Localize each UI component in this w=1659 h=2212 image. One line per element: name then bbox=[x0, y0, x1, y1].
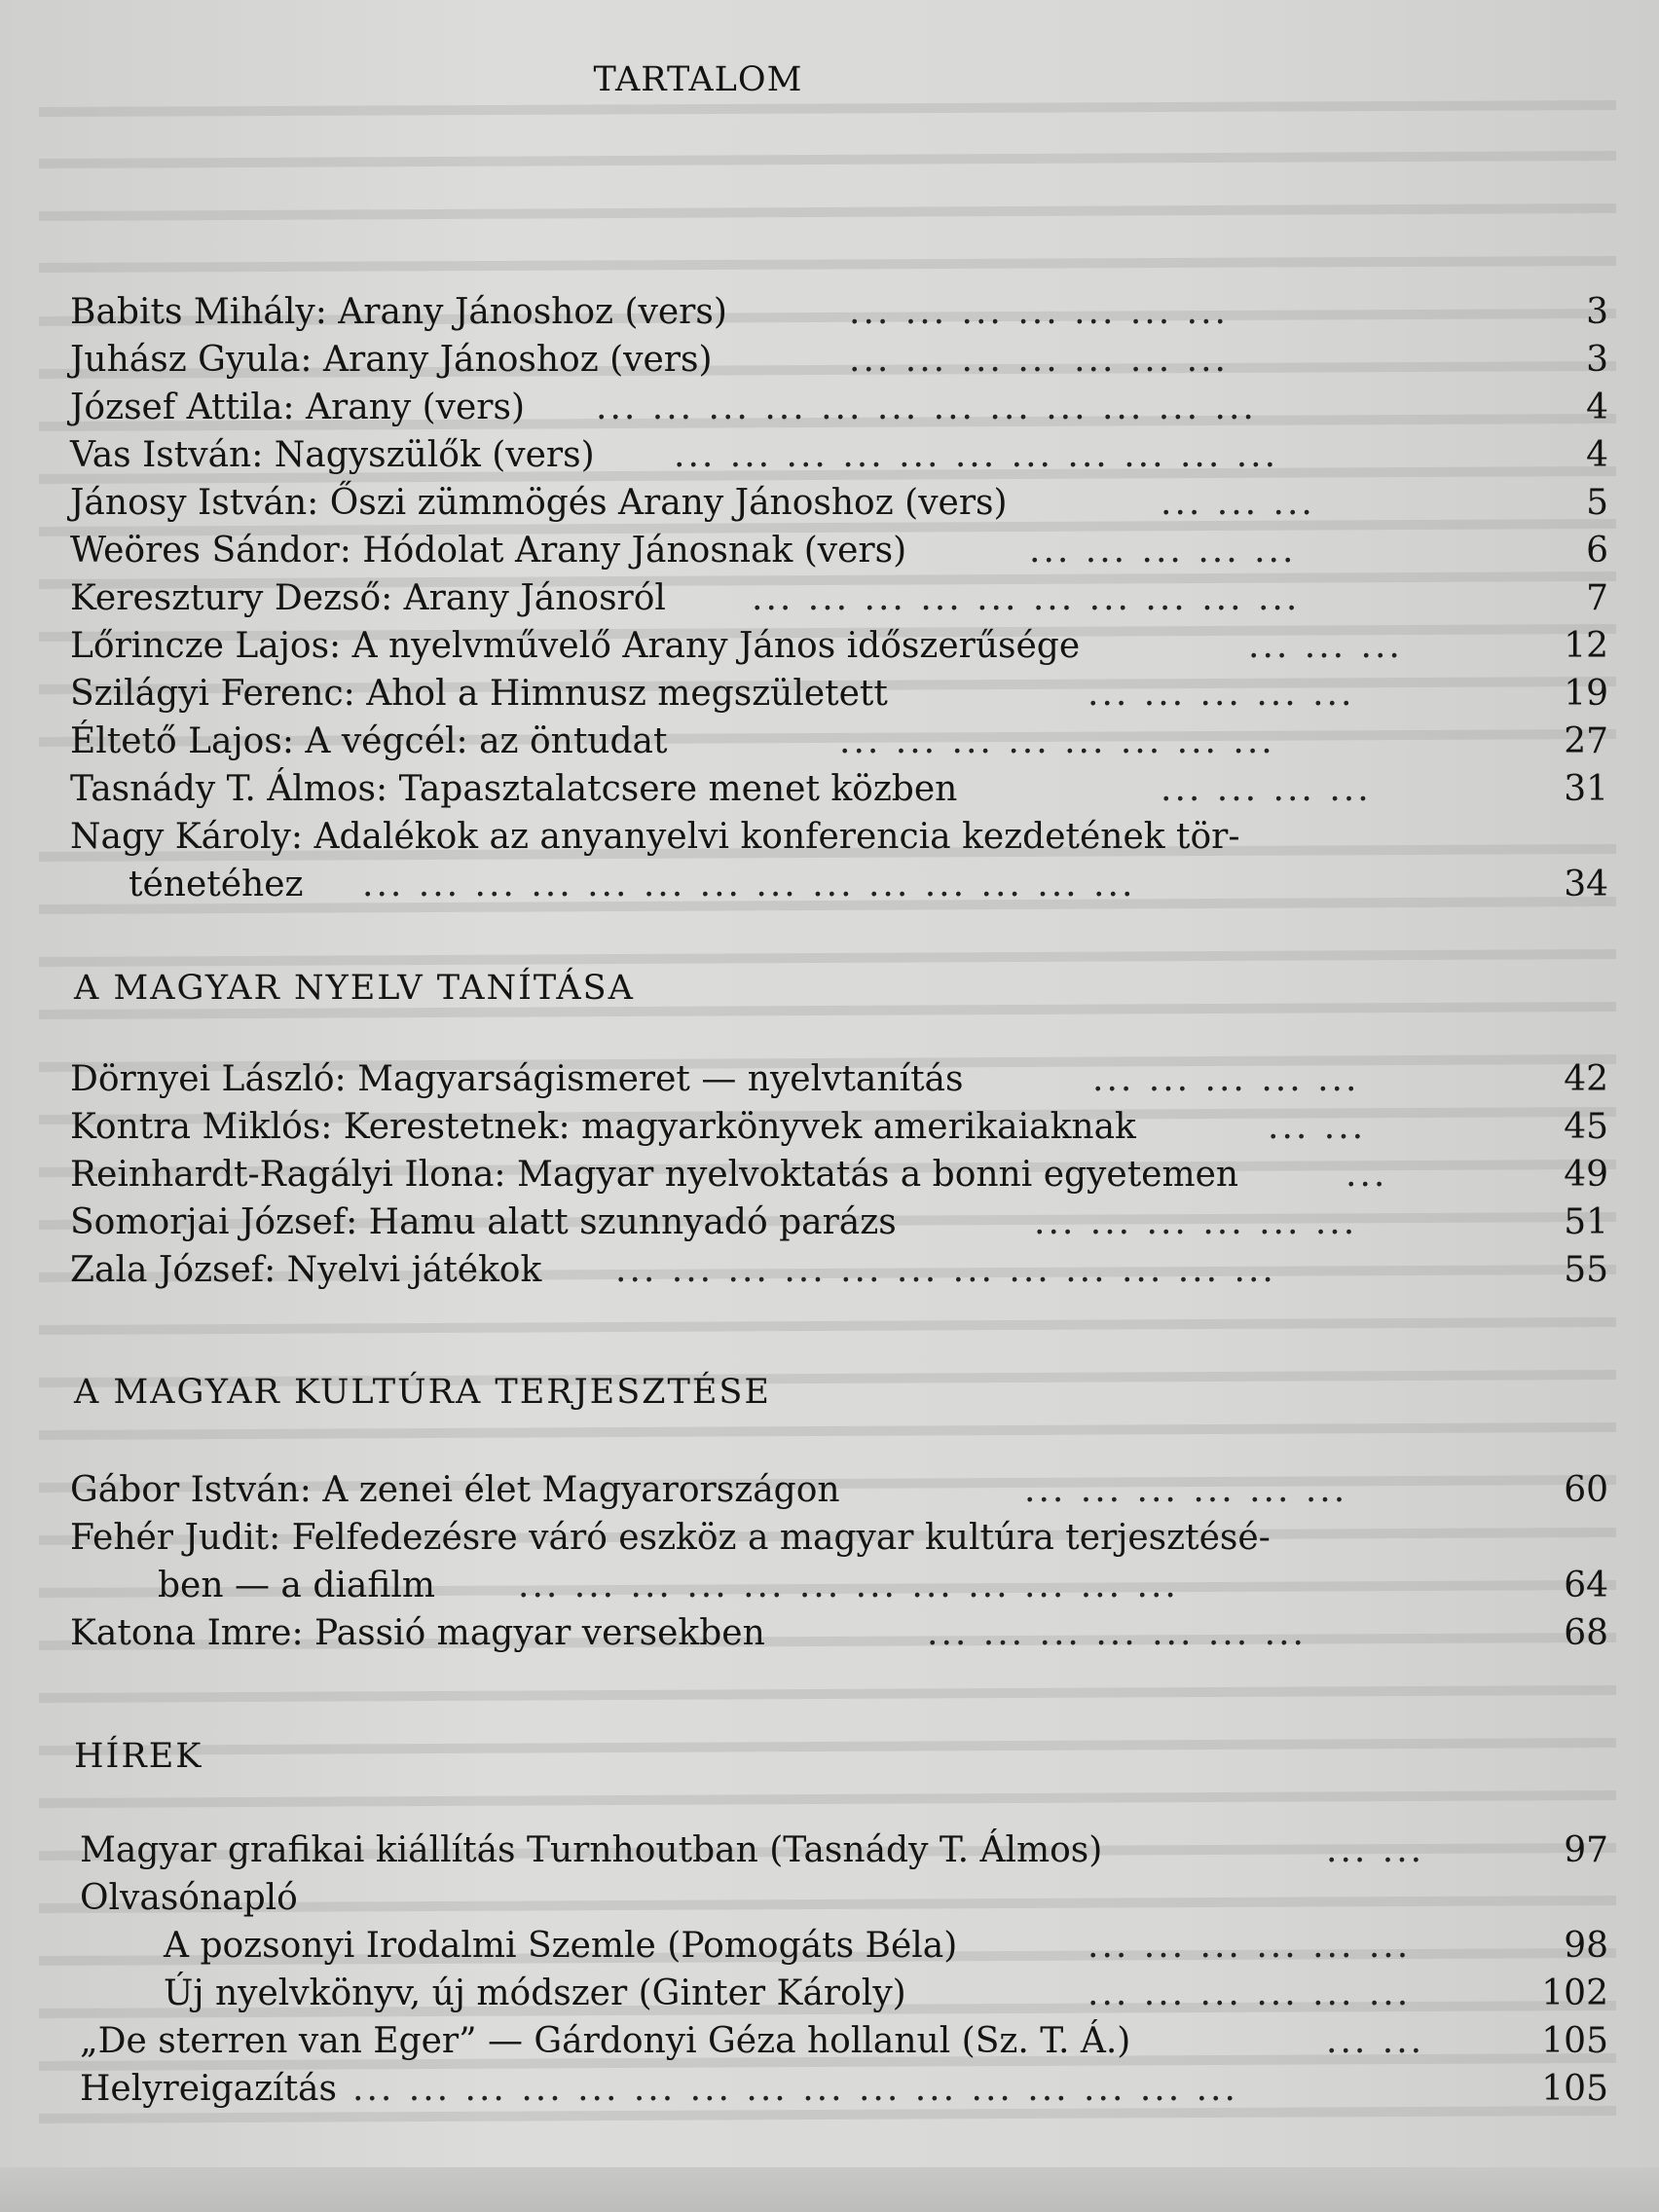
leader-dots: ... ... ... ... ... ... ... ... ... ... ... ... bbox=[518, 1566, 1179, 1605]
toc-section-news bbox=[70, 1826, 1608, 2113]
leader-dots: ... ... ... ... ... bbox=[1092, 1059, 1360, 1099]
leader-dots: ... ... ... ... ... bbox=[1029, 531, 1297, 571]
toc-entry-title: Új nyelvkönyv, új módszer (Ginter Károly) bbox=[164, 1973, 906, 2013]
page-bottom-edge bbox=[0, 2167, 1659, 2212]
section-heading-language-teaching: A MAGYAR NYELV TANÍTÁSA bbox=[74, 969, 635, 1008]
leader-dots: ... ... ... ... ... ... ... ... ... ... ... ... ... ... ... ... bbox=[352, 2069, 1238, 2109]
toc-entry[interactable] bbox=[70, 765, 1608, 813]
toc-entry-page: 55 bbox=[1564, 1250, 1608, 1290]
toc-entry[interactable] bbox=[70, 718, 1608, 765]
leader-dots: ... ... ... ... ... ... ... bbox=[927, 1613, 1307, 1653]
toc-entry[interactable] bbox=[70, 1514, 1608, 1562]
toc-section-language-teaching bbox=[70, 1055, 1608, 1294]
toc-entry-page: 19 bbox=[1564, 674, 1608, 714]
toc-entry-page: 3 bbox=[1586, 292, 1608, 332]
leader-dots: ... ... bbox=[1268, 1107, 1367, 1147]
toc-entry-title: Lőrincze Lajos: A nyelvművelő Arany János időszerűsége bbox=[70, 626, 1081, 666]
toc-entry-title: Helyreigazítás bbox=[80, 2069, 337, 2109]
toc-entry-title: Dörnyei László: Magyarságismeret — nyelvtanítás bbox=[70, 1059, 964, 1099]
leader-dots: ... ... ... ... ... ... bbox=[1088, 1926, 1412, 1966]
toc-entry-page: 45 bbox=[1564, 1107, 1608, 1147]
toc-entry[interactable] bbox=[70, 1826, 1608, 1874]
toc-entry-page: 31 bbox=[1564, 769, 1608, 809]
toc-entry[interactable] bbox=[70, 1609, 1608, 1657]
toc-entry-page: 64 bbox=[1564, 1566, 1608, 1605]
toc-entry-page: 4 bbox=[1586, 387, 1608, 427]
toc-entry-page: 5 bbox=[1586, 483, 1608, 523]
toc-entry[interactable] bbox=[70, 336, 1608, 384]
toc-entry-title: Reinhardt-Ragályi Ilona: Magyar nyelvoktatás a bonni egyetemen bbox=[70, 1155, 1239, 1195]
toc-section-culture bbox=[70, 1466, 1608, 1657]
toc-entry-title: A pozsonyi Irodalmi Szemle (Pomogáts Béla) bbox=[164, 1926, 958, 1966]
toc-entry[interactable] bbox=[70, 384, 1608, 431]
contents-title bbox=[0, 60, 1659, 99]
leader-dots: ... ... ... ... ... ... ... ... ... ... bbox=[752, 578, 1301, 618]
toc-entry[interactable] bbox=[70, 1874, 1608, 1922]
leader-dots: ... ... ... ... ... ... bbox=[1024, 1470, 1348, 1510]
toc-entry[interactable] bbox=[70, 1055, 1608, 1103]
toc-entry-title: Vas István: Nagyszülők (vers) bbox=[70, 435, 595, 475]
toc-entry[interactable] bbox=[70, 813, 1608, 861]
toc-entry[interactable] bbox=[70, 1922, 1608, 1970]
toc-entry[interactable] bbox=[70, 1466, 1608, 1514]
leader-dots: ... ... ... bbox=[1248, 626, 1403, 666]
toc-entry-title: Fehér Judit: Felfedezésre váró eszköz a magyar kultúra terjesztésé- bbox=[70, 1518, 1271, 1558]
leader-dots: ... ... ... ... bbox=[1161, 769, 1372, 809]
toc-entry-page: 49 bbox=[1564, 1155, 1608, 1195]
toc-entry[interactable] bbox=[70, 574, 1608, 622]
leader-dots: ... ... ... ... ... ... ... ... ... ... ... bbox=[674, 435, 1279, 475]
toc-entry-title: Weöres Sándor: Hódolat Arany Jánosnak (vers) bbox=[70, 531, 907, 571]
toc-entry-title: Babits Mihály: Arany Jánoshoz (vers) bbox=[70, 292, 727, 332]
toc-entry-title: ténetéhez bbox=[129, 865, 304, 904]
toc-entry-page: 3 bbox=[1586, 340, 1608, 380]
toc-entry-title: Szilágyi Ferenc: Ahol a Himnusz megszületett bbox=[70, 674, 888, 714]
toc-entry[interactable] bbox=[70, 1198, 1608, 1246]
leader-dots: ... ... ... ... ... ... ... ... ... ... ... ... bbox=[596, 387, 1257, 427]
leader-dots: ... ... bbox=[1326, 1830, 1425, 1870]
toc-section-main bbox=[70, 288, 1608, 908]
contents-title-text: TARTALOM bbox=[593, 60, 803, 99]
toc-entry-page: 27 bbox=[1564, 721, 1608, 761]
leader-dots: ... ... ... ... ... ... ... bbox=[849, 340, 1229, 380]
toc-entry-title: Olvasónapló bbox=[80, 1878, 298, 1918]
toc-entry-page: 97 bbox=[1564, 1830, 1608, 1870]
toc-entry-page: 68 bbox=[1564, 1613, 1608, 1653]
toc-entry[interactable] bbox=[70, 479, 1608, 527]
toc-entry-title: Keresztury Dezső: Arany Jánosról bbox=[70, 578, 666, 618]
toc-entry-title: Jánosy István: Őszi zümmögés Arany Jánoshoz (vers) bbox=[70, 483, 1008, 523]
toc-entry-continuation[interactable] bbox=[70, 1562, 1608, 1609]
toc-entry-page: 6 bbox=[1586, 531, 1608, 571]
toc-entry-page: 98 bbox=[1564, 1926, 1608, 1966]
toc-entry-title: „De sterren van Eger” — Gárdonyi Géza hollanul (Sz. T. Á.) bbox=[80, 2021, 1131, 2061]
toc-entry-title: Zala József: Nyelvi játékok bbox=[70, 1250, 542, 1290]
toc-entry-page: 102 bbox=[1541, 1973, 1608, 2013]
toc-entry[interactable] bbox=[70, 2017, 1608, 2065]
toc-entry-title: Kontra Miklós: Kerestetnek: magyarkönyvek amerikaiaknak bbox=[70, 1107, 1136, 1147]
toc-entry-page: 4 bbox=[1586, 435, 1608, 475]
section-heading-news: HÍREK bbox=[74, 1737, 203, 1776]
toc-entry-title: ben — a diafilm bbox=[158, 1566, 436, 1605]
leader-dots: ... ... ... ... ... ... bbox=[1088, 1973, 1412, 2013]
toc-entry[interactable] bbox=[70, 670, 1608, 718]
toc-entry[interactable] bbox=[70, 527, 1608, 574]
toc-entry[interactable] bbox=[70, 1970, 1608, 2017]
toc-entry-title: Éltető Lajos: A végcél: az öntudat bbox=[70, 721, 668, 761]
toc-entry-title: Gábor István: A zenei élet Magyarországon bbox=[70, 1470, 840, 1510]
toc-entry[interactable] bbox=[70, 288, 1608, 336]
toc-entry-title: Juhász Gyula: Arany Jánoshoz (vers) bbox=[70, 340, 713, 380]
leader-dots: ... ... bbox=[1326, 2021, 1425, 2061]
toc-entry-page: 34 bbox=[1564, 865, 1608, 904]
toc-entry-title: Somorjai József: Hamu alatt szunnyadó parázs bbox=[70, 1202, 897, 1242]
leader-dots: ... ... ... ... ... ... ... ... bbox=[839, 721, 1275, 761]
leader-dots: ... ... ... ... ... ... ... ... ... ... ... ... bbox=[615, 1250, 1276, 1290]
toc-entry[interactable] bbox=[70, 1103, 1608, 1151]
toc-entry-title: József Attila: Arany (vers) bbox=[70, 387, 526, 427]
toc-entry-page: 12 bbox=[1564, 626, 1608, 666]
leader-dots: ... ... ... ... ... ... ... ... ... ... ... ... ... ... bbox=[362, 865, 1136, 904]
toc-entry-page: 42 bbox=[1564, 1059, 1608, 1099]
leader-dots: ... ... ... ... ... bbox=[1088, 674, 1355, 714]
toc-entry[interactable] bbox=[70, 1246, 1608, 1294]
leader-dots: ... ... ... ... ... ... ... bbox=[849, 292, 1229, 332]
toc-entry[interactable] bbox=[70, 1151, 1608, 1198]
toc-entry-page: 7 bbox=[1586, 578, 1608, 618]
toc-entry[interactable] bbox=[70, 431, 1608, 479]
toc-entry-page: 51 bbox=[1564, 1202, 1608, 1242]
toc-entry-title: Katona Imre: Passió magyar versekben bbox=[70, 1613, 765, 1653]
toc-entry[interactable] bbox=[70, 2065, 1608, 2113]
toc-entry-title: Magyar grafikai kiállítás Turnhoutban (Tasnády T. Álmos) bbox=[80, 1830, 1103, 1870]
toc-entry-title: Tasnády T. Álmos: Tapasztalatcsere menet közben bbox=[70, 769, 958, 809]
leader-dots: ... ... ... ... ... ... bbox=[1034, 1202, 1358, 1242]
toc-entry-page: 105 bbox=[1541, 2021, 1608, 2061]
leader-dots: ... bbox=[1346, 1155, 1388, 1195]
section-heading-culture: A MAGYAR KULTÚRA TERJESZTÉSE bbox=[74, 1373, 771, 1412]
toc-entry[interactable] bbox=[70, 622, 1608, 670]
toc-entry-continuation[interactable] bbox=[70, 861, 1608, 908]
toc-entry-title: Nagy Károly: Adalékok az anyanyelvi konferencia kezdetének tör- bbox=[70, 817, 1240, 857]
toc-entry-page: 60 bbox=[1564, 1470, 1608, 1510]
leader-dots: ... ... ... bbox=[1161, 483, 1315, 523]
toc-entry-page: 105 bbox=[1541, 2069, 1608, 2109]
